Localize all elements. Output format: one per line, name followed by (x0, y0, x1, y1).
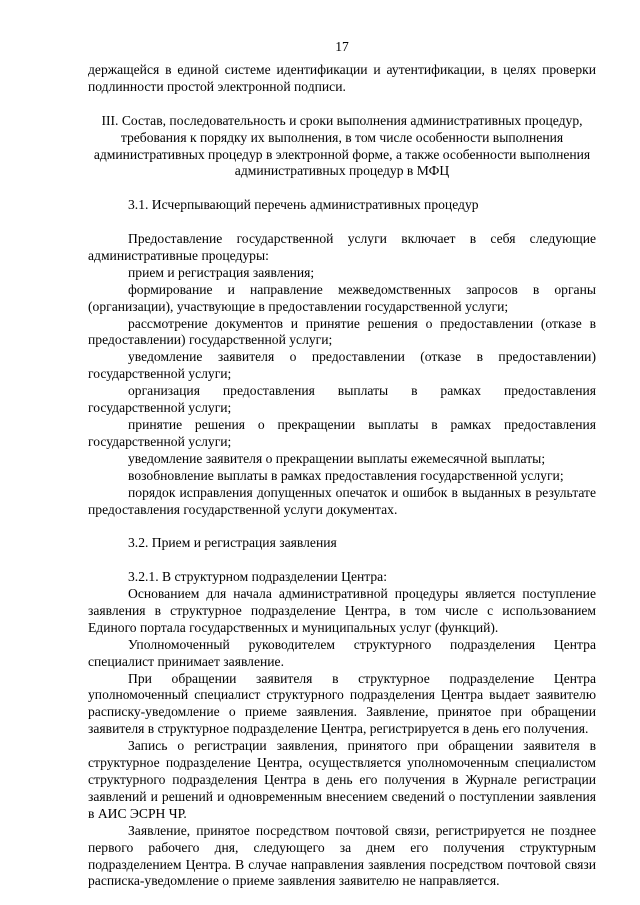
page-number: 17 (335, 39, 349, 54)
list-item: принятие решения о прекращении выплаты в рамках предоставления государственной услуги; (88, 416, 596, 449)
list-item: организация предоставления выплаты в рамках предоставления государственной услуги; (88, 383, 596, 416)
body-paragraph: Уполномоченный руководителем структурного подразделения Центра специалист принимает заявление. (88, 636, 596, 669)
list-item: порядок исправления допущенных опечаток и ошибок в выданных в результате предоставления государственной услуги документах. (88, 484, 596, 517)
section-3-2-heading: 3.2. Прием и регистрация заявления (128, 535, 337, 551)
list-item: рассмотрение документов и принятие решения о предоставлении (отказе в предоставлении) государственной услуги; (88, 315, 596, 348)
lead-paragraph: держащейся в единой системе идентификации и аутентификации, в целях проверки подлинности простой электронной подписи. (88, 62, 596, 94)
section-3-1-intro: Предоставление государственной услуги включает в себя следующие административные процедуры: (88, 231, 596, 263)
list-item: формирование и направление межведомственных запросов в органы (организации), участвующие в предоставлении государственной услуги; (88, 281, 596, 314)
body-paragraph: Основанием для начала административной процедуры является поступление заявления в структурное подразделение Центра, в том числе с использованием Единого портала государственных и муниципальных услуг (функций). (88, 586, 596, 635)
body-paragraph: При обращении заявителя в структурное подразделение Центра уполномоченный специалист структурного подразделения Центра выдает заявителю расписку-уведомление о приеме заявления. Заявление, принятое при обращении заявителя в структурное подразделение Центра, регистрируется в день его получения. (88, 670, 596, 737)
page-body (88, 62, 596, 890)
list-item: уведомление заявителя о предоставлении (отказе в предоставлении) государственной услуги; (88, 349, 596, 382)
body-paragraph: Запись о регистрации заявления, принятого при обращении заявителя в структурное подразделение Центра, осуществляется уполномоченным специалистом структурного подразделения Центра в день его получения в Журнале регистрации заявлений и решений и одновременным внесением сведений о поступлении заявления в АИС ЭСРН ЧР. (88, 738, 596, 821)
section-3-title: III. Состав, последовательность и сроки выполнения административных процедур, требования к порядку их выполнения, в том числе особенности выполнения административных процедур в электронной форме, а также особенности выполнения административных процедур в МФЦ (93, 112, 591, 179)
section-3-2-1-heading: 3.2.1. В структурном подразделении Центра: (128, 569, 387, 585)
list-item: уведомление заявителя о прекращении выплаты ежемесячной выплаты; (128, 450, 546, 466)
body-paragraph: Заявление, принятое посредством почтовой связи, регистрируется не позднее первого рабочего дня, следующего за днем его получения структурным подразделением Центра. В случае направления заявления посредством почтовой связи расписка-уведомление о приеме заявления заявителю не направляется. (88, 822, 596, 889)
list-item: прием и регистрация заявления; (128, 264, 315, 280)
list-item: возобновление выплаты в рамках предоставления государственной услуги; (128, 467, 564, 483)
section-3-1-heading: 3.1. Исчерпывающий перечень административных процедур (128, 197, 479, 213)
